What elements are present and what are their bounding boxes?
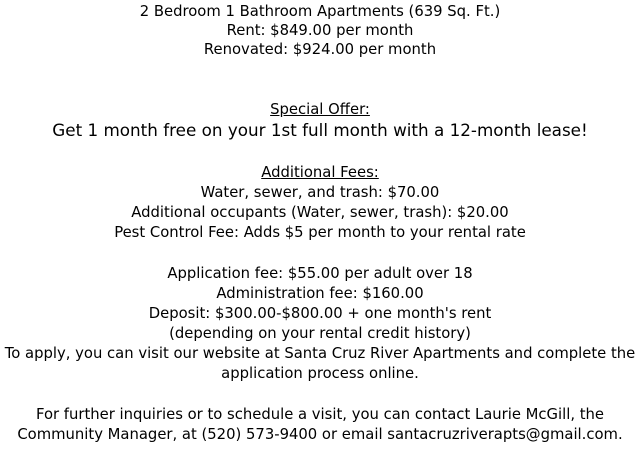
- administration-fee: Administration fee: $160.00: [216, 285, 424, 302]
- additional-fees-heading: Additional Fees:: [261, 164, 379, 181]
- apply-instructions: To apply, you can visit our website at Santa Cruz River Apartments and complete the: [4, 345, 636, 362]
- apartment-title: 2 Bedroom 1 Bathroom Apartments (639 Sq. Ft.): [139, 3, 501, 20]
- application-fee: Application fee: $55.00 per adult over 18: [167, 265, 473, 282]
- fee-pest-control: Pest Control Fee: Adds $5 per month to your rental rate: [114, 224, 526, 241]
- contact-info: For further inquiries or to schedule a visit, you can contact Laurie McGill, the: [35, 406, 605, 423]
- fee-water-sewer-trash: Water, sewer, and trash: $70.00: [200, 184, 440, 201]
- fee-additional-occupants: Additional occupants (Water, sewer, trash): $20.00: [131, 204, 509, 221]
- contact-info-continued: Community Manager, at (520) 573-9400 or email santacruzriverapts@gmail.com.: [17, 426, 623, 443]
- deposit: Deposit: $300.00-$800.00 + one month's rent: [148, 305, 492, 322]
- apply-instructions-continued: application process online.: [221, 365, 419, 382]
- renovated-price: Renovated: $924.00 per month: [203, 41, 437, 58]
- special-offer-text: Get 1 month free on your 1st full month with a 12-month lease!: [52, 120, 588, 140]
- rent-price: Rent: $849.00 per month: [226, 22, 414, 39]
- special-offer-heading: Special Offer:: [270, 101, 370, 118]
- deposit-note: (depending on your rental credit history): [169, 325, 471, 342]
